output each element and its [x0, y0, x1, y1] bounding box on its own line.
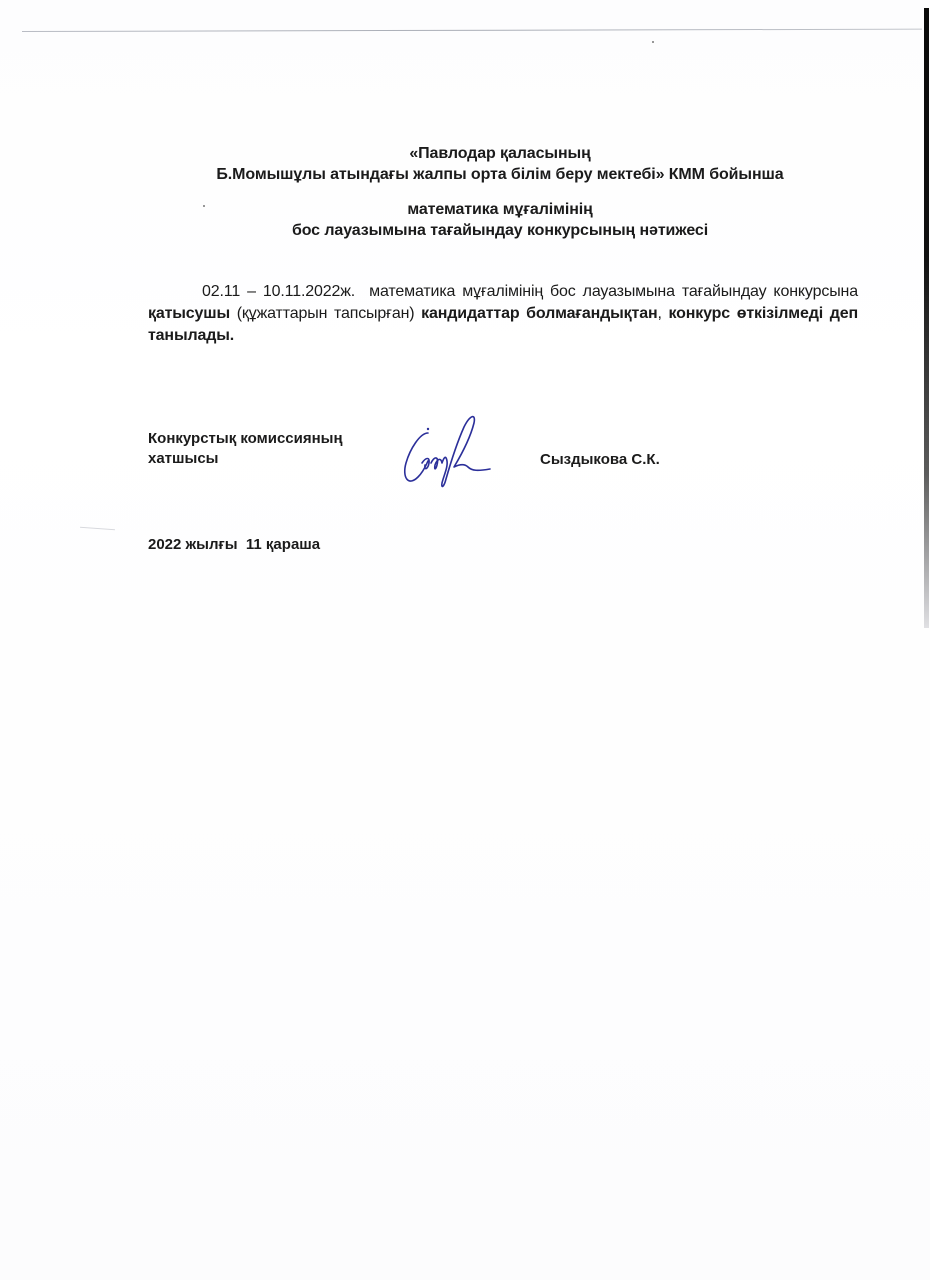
signer-role [148, 429, 343, 469]
signature-stroke [405, 417, 490, 487]
body-bold-conclusion: конкурс өткізілмеді деп танылады. [148, 305, 858, 344]
result-paragraph [148, 281, 863, 347]
scan-edge-line [22, 29, 922, 32]
document-date: 2022 жылғы 11 қараша [148, 536, 321, 553]
signer-role-line-2: хатшысы [148, 450, 219, 467]
competition-period: 02.11 – 10.11.2022ж. [202, 283, 356, 300]
body-text-3: , [657, 305, 669, 322]
scan-speck [652, 41, 654, 43]
signer-name: Сыздыкова С.К. [540, 451, 660, 468]
handwritten-signature [398, 405, 518, 495]
body-text-1: математика мұғалімінің бос лауазымына тағайындау конкурсына [355, 283, 863, 300]
body-bold-no-candidates: кандидаттар болмағандықтан [421, 305, 658, 322]
subject-heading [140, 199, 860, 241]
scan-shadow-edge [924, 8, 929, 628]
signer-role-line-1: Конкурстық комиссияның [148, 430, 343, 447]
scan-streak [80, 527, 115, 530]
org-line-2: Б.Момышұлы атындағы жалпы орта білім беру мектебі» КММ бойынша [216, 166, 784, 183]
organization-heading [140, 143, 860, 185]
signature-dot [427, 428, 429, 430]
subject-line-2: бос лауазымына тағайындау конкурсының нәтижесі [291, 222, 709, 239]
org-line-1: «Павлодар қаласының [409, 145, 591, 162]
body-bold-participant: қатысушы [148, 305, 231, 322]
body-text-2: (құжаттарын тапсырған) [230, 305, 422, 322]
subject-line-1: математика мұғалімінің [407, 201, 593, 218]
